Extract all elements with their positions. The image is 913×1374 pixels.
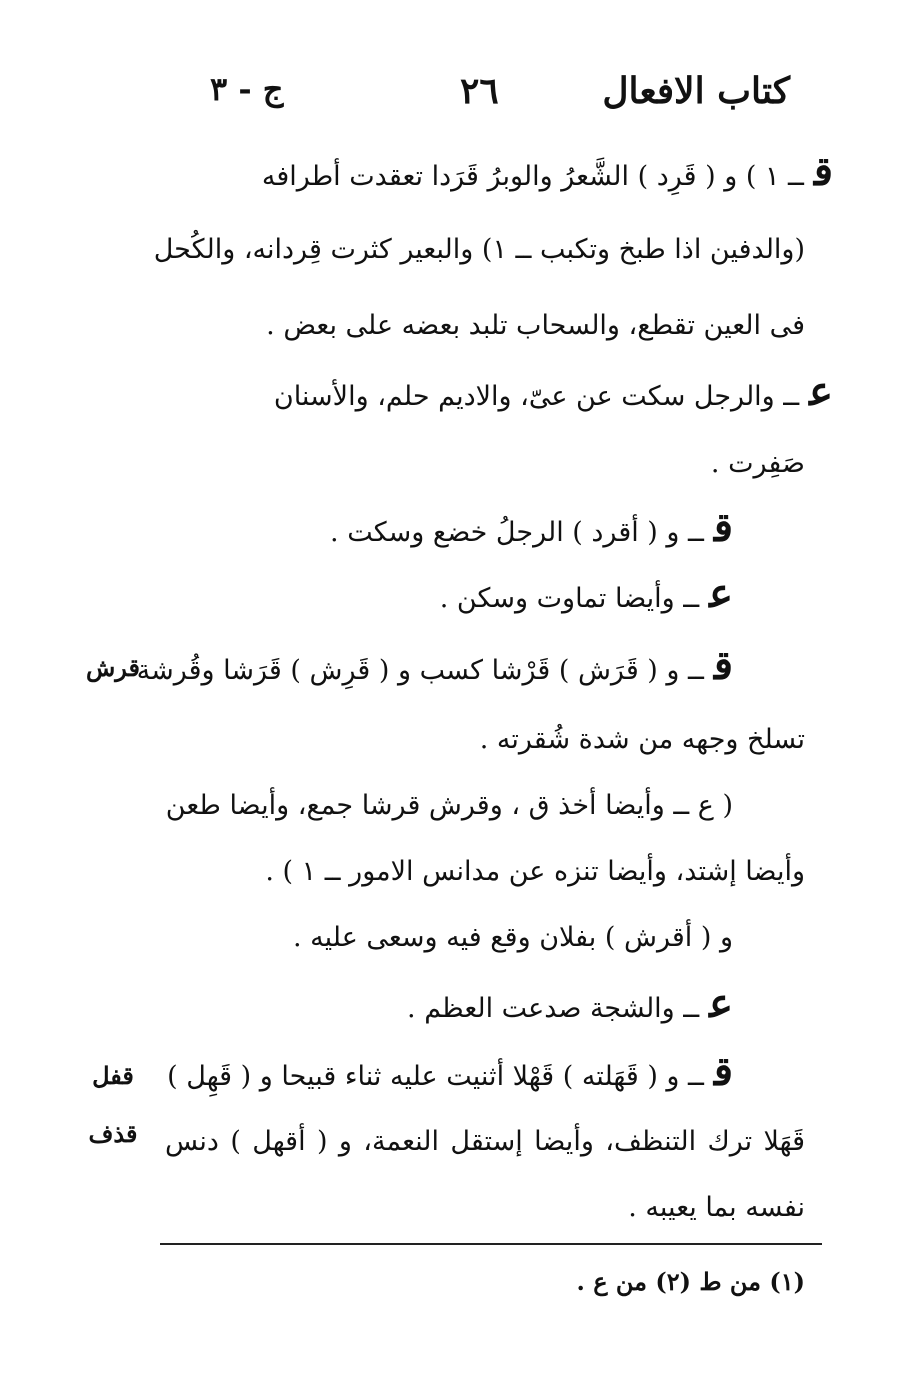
- line-lead-letter: ع: [709, 980, 733, 1027]
- text-line: [407, 980, 733, 1029]
- page-header: [190, 70, 790, 130]
- part-number: ج - ٣: [210, 70, 284, 108]
- line-text: وأيضا إشتد، وأيضا تنزه عن مدانس الامور ــ ١ ) .: [265, 856, 805, 887]
- line-text: فى العين تقطع، والسحاب تلبد بعضه على بعض .: [266, 310, 805, 341]
- book-title: كتاب الافعال: [602, 70, 790, 112]
- line-text: قَهَلا ترك التنظف، وأيضا إستقل النعمة، و ( أقهل ) دنس: [165, 1126, 805, 1157]
- line-text: ــ و ( أقرد ) الرجلُ خضع وسكت .: [330, 517, 704, 548]
- margin-root-word: قفل: [92, 1061, 134, 1090]
- text-line: [293, 918, 733, 958]
- footnote-divider: [160, 1243, 822, 1245]
- text-line: [480, 720, 805, 760]
- line-text: و ( أقرش ) بفلان وقع فيه وسعى عليه .: [292, 922, 733, 953]
- line-text: ( ع ــ وأيضا أخذ ق ، وقرش قرشا جمع، وأيضا طعن: [165, 790, 733, 821]
- line-lead-letter: ق: [813, 148, 833, 195]
- text-line: [136, 642, 733, 691]
- line-text: ــ ١ ) و ( قَرِد ) الشَّعرُ والوبرُ قَرَدا تعقدت أطرافه: [261, 161, 804, 192]
- line-text: ــ والشجة صدعت العظم .: [407, 993, 700, 1024]
- line-lead-letter: ق: [713, 642, 733, 689]
- line-text: ــ والرجل سكت عن عىّ، والاديم حلم، والأسنان: [273, 381, 800, 412]
- text-line: [261, 148, 833, 197]
- text-line: [265, 852, 805, 892]
- margin-root-word: قذف: [88, 1119, 138, 1148]
- text-line: [165, 1122, 805, 1162]
- line-text: صَفِرت .: [710, 448, 805, 479]
- text-line: [273, 368, 833, 417]
- line-lead-letter: ع: [809, 368, 833, 415]
- line-lead-letter: ع: [709, 570, 733, 617]
- line-lead-letter: ق: [713, 1048, 733, 1095]
- text-line: [439, 570, 733, 619]
- line-text: (والدفين اذا طبخ وتكبب ــ ١) والبعير كثرت قِردانه، والكُحل: [153, 234, 805, 265]
- line-text: ــ و ( قَرَش ) قَرْشا كسب و ( قَرِش ) قَرَشا وقُرشة: [136, 655, 704, 686]
- text-line: [153, 230, 805, 270]
- text-line: [266, 306, 805, 346]
- line-text: نفسه بما يعيبه .: [628, 1192, 805, 1223]
- footnote: (١) من ط (٢) من ع .: [576, 1267, 805, 1296]
- line-text: ــ و ( قَهَلته ) قَهْلا أثنيت عليه ثناء قبيحا و ( قَهِل ): [167, 1061, 704, 1092]
- line-text: تسلخ وجهه من شدة شُقرته .: [479, 724, 805, 755]
- line-lead-letter: ق: [713, 504, 733, 551]
- text-line: [167, 1048, 733, 1097]
- page-number: ٢٦: [460, 70, 499, 112]
- margin-root-word: قرش: [85, 653, 140, 682]
- text-line: [628, 1188, 805, 1228]
- text-line: [166, 786, 733, 826]
- line-text: ــ وأيضا تماوت وسكن .: [439, 583, 700, 614]
- text-line: [711, 444, 805, 484]
- text-line: [330, 504, 733, 553]
